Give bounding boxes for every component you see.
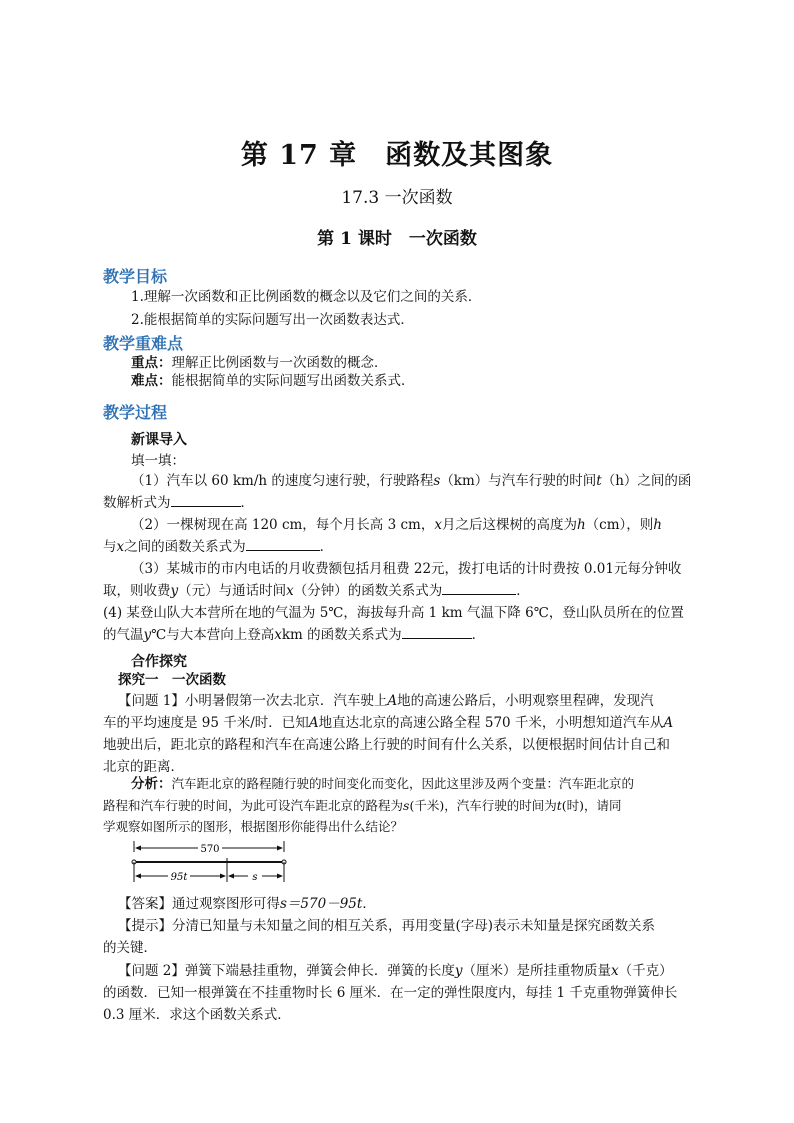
fill-label: 填一填： <box>131 453 185 469</box>
problem-2-line-3: 0.3 厘米．求这个函数关系式． <box>103 1007 291 1023</box>
hint-line-2: 的关键． <box>103 940 157 956</box>
goal-item-1: 1.理解一次函数和正比例函数的概念以及它们之间的关系． <box>131 289 482 305</box>
section-title: 17.3 一次函数 <box>341 188 453 208</box>
key-text: 理解正比例函数与一次函数的概念． <box>171 355 388 371</box>
hard-point <box>131 370 415 393</box>
answer-label: 【答案】 <box>118 896 172 912</box>
question-2-line-2: 与x之间的函数关系式为 ． <box>103 536 333 559</box>
answer-blank[interactable] <box>171 492 241 507</box>
problem-1-line-2: 车的平均速度是 95 千米/时．已知A地直达北京的高速公路全程 570 千米，小明想知道汽车从A <box>103 715 674 731</box>
hard-text: 能根据简单的实际问题写出函数关系式． <box>171 373 415 389</box>
answer-line: 【答案】通过观察图形可得s＝570－95t． <box>118 896 376 912</box>
answer-blank[interactable] <box>442 580 516 595</box>
answer-formula: s＝570－95t <box>280 896 363 912</box>
question-3-line-1: （3）某城市的市内电话的月收费额包括月租费 22元，拨打电话的计时费按 0.01元每分钟收 <box>131 561 682 577</box>
analysis-label: 分析： <box>131 776 172 792</box>
lesson-title: 第 1 课时 一次函数 <box>317 229 477 249</box>
diagram-left-label: 95t <box>170 872 188 883</box>
analysis-line-2: 路程和汽车行驶的时间，为此可设汽车距北京的路程为s(千米)，汽车行驶的时间为t(时)，请同 <box>103 798 622 813</box>
answer-blank[interactable] <box>246 536 320 551</box>
problem-2-line-2: 的函数．已知一根弹簧在不挂重物时长 6 厘米．在一定的弹性限度内，每挂 1 千克重物弹簧伸长 <box>103 985 678 1001</box>
hard-label: 难点： <box>131 373 172 389</box>
diagram-right-label: s <box>252 872 258 883</box>
question-4-line-1: (4) 某登山队大本营所在地的气温为 5℃，海拔每升高 1 km 气温下降 6℃，登山队员所在的位置 <box>103 605 684 621</box>
explore-sub: 探究一 一次函数 <box>118 672 226 688</box>
difficulties-heading: 教学重难点 <box>103 334 184 353</box>
answer-blank[interactable] <box>402 624 472 639</box>
question-2-line-1: （2）一棵树现在高 120 cm，每个月长高 3 cm，x月之后这棵树的高度为h（cm），则h <box>131 517 662 533</box>
distance-diagram <box>128 838 293 888</box>
hint-line-1: 【提示】分清已知量与未知量之间的相互关系，再用变量(字母)表示未知量是探究函数关系 <box>118 918 656 934</box>
problem-2-line-1: 【问题 2】弹簧下端悬挂重物，弹簧会伸长．弹簧的长度y（厘米）是所挂重物质量x（千克） <box>118 963 673 979</box>
explore-label: 合作探究 <box>131 654 187 670</box>
question-1-line-2: 数解析式为 ． <box>103 492 254 515</box>
problem-1-line-3: 地驶出后，距北京的路程和汽车在高速公路上行驶的时间有什么关系，以便根据时间估计自己和 <box>103 737 670 753</box>
key-label: 重点： <box>131 355 172 371</box>
question-4-line-2: 的气温y℃与大本营向上登高xkm 的函数关系式为 ． <box>103 624 485 647</box>
problem-1-line-1: 【问题 1】小明暑假第一次去北京．汽车驶上A地的高速公路后，小明观察里程碑，发现汽 <box>118 693 654 709</box>
question-3-line-2: 取，则收费y（元）与通话时间x（分钟）的函数关系式为 ． <box>103 580 530 603</box>
analysis-line-1: 分析：汽车距北京的路程随行驶的时间变化而变化，因此这里涉及两个变量：汽车距北京的 <box>131 776 635 792</box>
intro-label: 新课导入 <box>131 432 187 448</box>
goal-item-2: 2.能根据简单的实际问题写出一次函数表达式． <box>131 312 414 328</box>
analysis-line-3: 学观察如图所示的图形，根据图形你能得出什么结论？ <box>103 819 404 834</box>
diagram-total-label: 570 <box>200 844 220 855</box>
hint-label: 【提示】 <box>118 918 172 934</box>
process-heading: 教学过程 <box>103 403 168 422</box>
chapter-title: 第 17 章 函数及其图象 <box>240 140 554 171</box>
goals-heading: 教学目标 <box>103 267 168 286</box>
question-1-line-1: （1）汽车以 60 km/h 的速度匀速行驶，行驶路程s（km）与汽车行驶的时间t（h）之间的函 <box>131 473 692 489</box>
problem-1-line-4: 北京的距离． <box>103 759 184 775</box>
